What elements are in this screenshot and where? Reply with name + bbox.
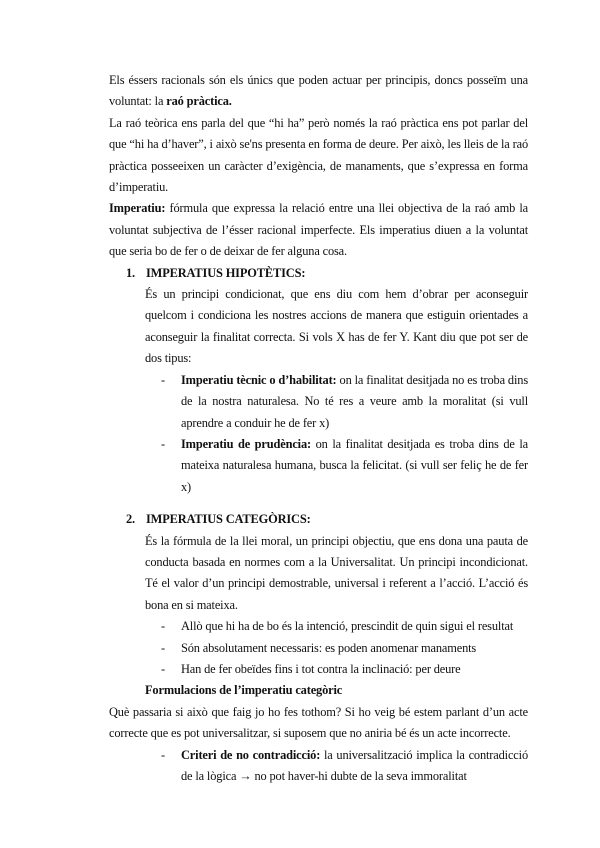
list-item bbox=[109, 745, 528, 788]
bold-term: Imperatiu: bbox=[109, 201, 166, 216]
bold-term: Criteri de no contradicció: bbox=[181, 747, 321, 762]
list-item-text: on la finalitat desitjada no es troba dins de la nostra naturalesa. No té res a veure amb la moralitat (si vull aprendre a conduir he de fer x) bbox=[181, 372, 528, 430]
list-item bbox=[109, 659, 528, 680]
list-item-text: Han de fer obeïdes fins i tot contra la inclinació: per deure bbox=[181, 661, 461, 676]
list-item-text: Són absolutament necessaris: es poden anomenar manaments bbox=[181, 640, 477, 655]
list-item bbox=[109, 434, 528, 498]
dash-marker: - bbox=[161, 747, 165, 762]
paragraph-text: Els éssers racionals són els únics que poden actuar per principis, doncs posseïm una voluntat: la bbox=[109, 73, 528, 109]
dash-marker: - bbox=[161, 436, 165, 451]
bold-term: Imperatiu de prudència: bbox=[181, 436, 311, 451]
section-heading-hypothetical bbox=[109, 263, 528, 284]
paragraph-text: La raó teòrica ens parla del que “hi ha” però només la raó pràctica ens pot parlar del que “hi ha d’haver”, i això se'ns presenta en forma de deure. Per això, les lleis de la raó pràctica posseeixen un caràcter d’exigència, de manaments, que s’expressa en forma d’imperatiu. bbox=[109, 115, 528, 195]
section-number: 2. bbox=[126, 512, 135, 527]
paragraph-formulations: Què passaria si això que faig jo ho fes tothom? Si ho veig bé estem parlant d’un acte correcte que es pot universalitzar, si suposem que no aniria bé és un acte incorrecte. bbox=[109, 704, 528, 741]
dash-marker: - bbox=[161, 619, 165, 634]
list-item-text: la universalització implica la contradicció de la lògica → no pot haver-hi dubte de la seva immoralitat bbox=[181, 747, 528, 783]
paragraph-imperative-definition bbox=[109, 198, 528, 262]
subheading-formulations: Formulacions de l’imperatiu categòric bbox=[145, 683, 343, 698]
section-title: IMPERATIUS CATEGÒRICS: bbox=[146, 512, 311, 527]
paragraph-practical-reason bbox=[109, 70, 528, 113]
list-item bbox=[109, 638, 528, 659]
paragraph-theoretical-reason bbox=[109, 113, 528, 199]
section-number: 1. bbox=[126, 265, 135, 280]
section-heading-categorical bbox=[109, 509, 528, 530]
section-text-categorical: És la fórmula de la llei moral, un principi objectiu, que ens dona una pauta de conducta basada en normes com a la Universalitat. Un principi incondicionat. Té el valor d’un principi demostrable, universal i referent a l’acció. L’acció és bona en si mateixa. bbox=[145, 533, 528, 612]
bold-term: raó pràctica. bbox=[166, 94, 232, 109]
bold-term: Imperatiu tècnic o d’habilitat: bbox=[181, 372, 337, 387]
list-item-text: on la finalitat desitjada es troba dins de la mateixa naturalesa humana, busca la felicitat. (si vull ser feliç he de fer x) bbox=[181, 436, 528, 494]
paragraph-text: fórmula que expressa la relació entre una llei objectiva de la raó amb la voluntat subjectiva de l’ésser racional imperfecte. Els imperatius diuen a la voluntat que seria bo de fer o de deixar de fer alguna cosa. bbox=[109, 201, 528, 259]
dash-marker: - bbox=[161, 640, 165, 655]
document-body bbox=[109, 70, 528, 787]
section-text-hypothetical: És un principi condicionat, que ens diu com hem d’obrar per aconseguir quelcom i condiciona les nostres accions de manera que estiguin orientades a aconseguir la finalitat correcta. Si vols X has de fer Y. Kant diu que pot ser de dos tipus: bbox=[145, 287, 528, 366]
list-item bbox=[109, 616, 528, 637]
list-item bbox=[109, 370, 528, 434]
dash-marker: - bbox=[161, 372, 165, 387]
dash-marker: - bbox=[161, 661, 165, 676]
list-item-text: Allò que hi ha de bo és la intenció, prescindit de quin sigui el resultat bbox=[181, 619, 514, 634]
section-title: IMPERATIUS HIPOTÈTICS: bbox=[146, 265, 306, 280]
